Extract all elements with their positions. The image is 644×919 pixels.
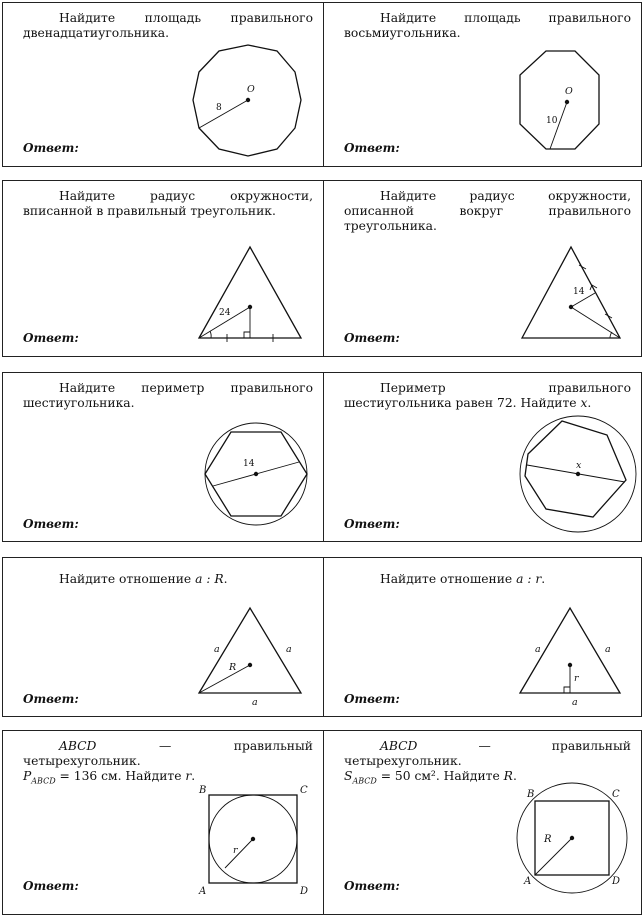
task-row-4 [2,557,642,717]
perimeter-subscript: ABCD [31,776,56,786]
prompt-text: — правильный четырехугольник. [344,739,631,768]
task-prompt: Найдите площадь правильного двенадцатиугольника. [23,11,313,40]
prompt-text: Найдите отношение [380,572,517,586]
radius-label: 8 [216,103,222,113]
segment-label: 14 [573,287,585,297]
answer-label: Ответ: [344,517,400,531]
vertex-D: D [300,886,309,897]
answer-label: Ответ: [344,141,400,155]
side-left-label: a [535,644,541,655]
area-symbol: S [344,769,353,783]
center-label: O [247,84,255,95]
task-row-3 [2,372,642,542]
answer-label: Ответ: [23,879,79,893]
side-bottom-label: a [252,697,258,708]
task-row-5 [2,730,642,915]
side-left-label: a [214,644,220,655]
side-right-label: a [605,644,611,655]
task-card-8 [324,558,641,716]
R-label: R [229,662,237,673]
prompt-variable: ABCD [380,739,418,753]
prompt-end: . [587,396,592,410]
answer-label: Ответ: [344,879,400,893]
prompt-end: . [191,769,196,783]
task-card-9 [3,731,323,914]
vertex-A: A [524,876,532,887]
prompt-text: — правильный четырехугольник. [23,739,313,768]
task-card-7 [3,558,323,716]
task-prompt: Найдите радиус окружности, описанной вокруг правильного треугольника. [344,189,631,233]
prompt-end: . [541,572,546,586]
task-card-3 [3,181,323,356]
r-label: r [574,673,579,684]
x-label: x [576,460,582,471]
answer-label: Ответ: [23,692,79,706]
task-card-10 [324,731,641,914]
center-label: O [565,86,573,97]
vertex-B: B [527,789,535,800]
prompt-variable: a : R [195,572,224,586]
prompt-end: . [223,572,228,586]
r-label: r [233,845,238,856]
prompt-variable: x [580,396,588,410]
area-subscript: ABCD [352,776,377,786]
prompt-text: Найдите отношение [59,572,196,586]
answer-label: Ответ: [344,692,400,706]
vertex-C: C [300,785,308,796]
answer-label: Ответ: [23,331,79,345]
task-row-2 [2,180,642,357]
prompt-variable: a : r [516,572,542,586]
target-variable: r [185,769,192,783]
task-prompt: Найдите радиус окружности, вписанной в правильный треугольник. [23,189,313,218]
side-right-label: a [286,644,292,655]
diameter-label: 14 [243,459,255,469]
prompt-end: . [512,769,517,783]
vertex-D: D [612,876,621,887]
task-card-4 [324,181,641,356]
target-variable: R [503,769,513,783]
R-label: R [544,834,552,845]
task-card-2 [324,3,641,166]
prompt-variable: ABCD [59,739,97,753]
vertex-B: B [199,785,207,796]
task-card-5 [3,373,323,541]
perimeter-symbol: P [23,769,32,783]
segment-label: 24 [219,308,231,318]
radius-label: 10 [546,116,558,126]
task-card-6 [324,373,641,541]
answer-label: Ответ: [23,141,79,155]
answer-label: Ответ: [344,331,400,345]
perimeter-text: = 136 см. Найдите [55,769,186,783]
task-prompt: Найдите периметр правильного шестиугольника. [23,381,313,410]
vertex-C: C [612,789,620,800]
side-bottom-label: a [572,697,578,708]
task-prompt: Найдите площадь правильного восьмиугольника. [344,11,631,40]
prompt-text: Периметр правильного шестиугольника равен 72. Найдите [344,381,631,410]
vertex-A: A [199,886,207,897]
area-text: = 50 см². Найдите [376,769,504,783]
answer-label: Ответ: [23,517,79,531]
task-card-1 [3,3,323,166]
task-row-1 [2,2,642,167]
